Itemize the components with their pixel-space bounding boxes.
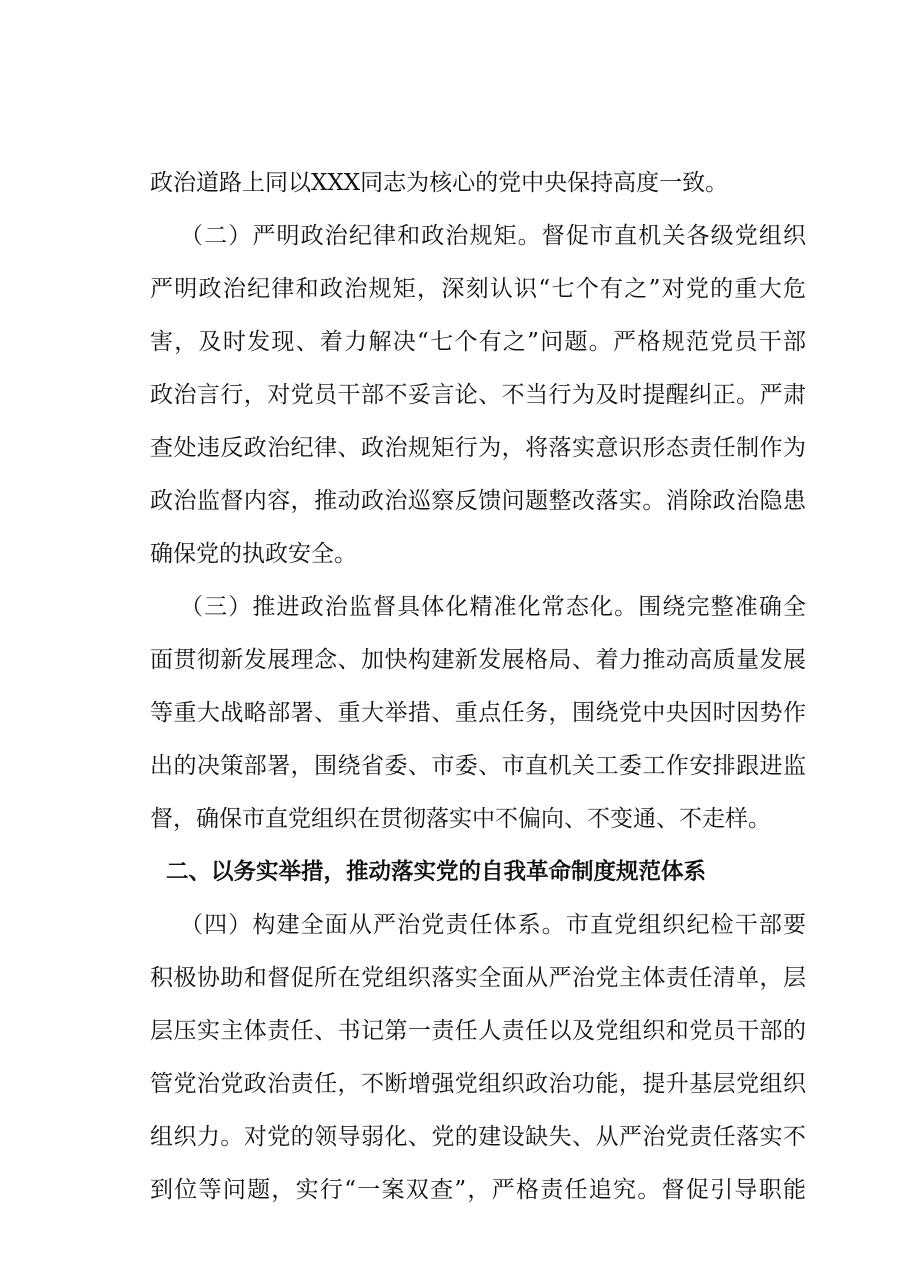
paragraph-line: 查处违反政治纪律、政治规矩行为，将落实意识形态责任制作为	[150, 435, 806, 461]
section-heading-line: （二）严明政治纪律和政治规矩。督促市直机关各级党组织	[180, 223, 806, 249]
chapter-heading: 二、以务实举措，推动落实党的自我革命制度规范体系	[166, 859, 707, 885]
paragraph-line: 到位等问题，实行“一案双查”，严格责任追究。督促引导职能	[150, 1177, 806, 1203]
paragraph-line: 督，确保市直党组织在贯彻落实中不偏向、不变通、不走样。	[150, 806, 771, 832]
paragraph-line: 严明政治纪律和政治规矩，深刻认识“七个有之”对党的重大危	[150, 276, 806, 302]
section-heading-line: （三）推进政治监督具体化精准化常态化。围绕完整准确全	[180, 594, 806, 620]
paragraph-line: 政治言行，对党员干部不妥言论、不当行为及时提醒纠正。严肃	[150, 382, 806, 408]
section-heading-line: （四）构建全面从严治党责任体系。市直党组织纪检干部要	[180, 912, 806, 938]
paragraph-line: 面贯彻新发展理念、加快构建新发展格局、着力推动高质量发展	[150, 647, 806, 673]
paragraph-line: 等重大战略部署、重大举措、重点任务，围绕党中央因时因势作	[150, 700, 806, 726]
paragraph-line: 层压实主体责任、书记第一责任人责任以及党组织和党员干部的	[150, 1018, 806, 1044]
paragraph-line: 积极协助和督促所在党组织落实全面从严治党主体责任清单，层	[150, 965, 806, 991]
paragraph-line: 政治监督内容，推动政治巡察反馈问题整改落实。消除政治隐患	[150, 488, 806, 514]
paragraph-line: 组织力。对党的领导弱化、党的建设缺失、从严治党责任落实不	[150, 1124, 806, 1150]
paragraph-line: 管党治党政治责任，不断增强党组织政治功能，提升基层党组织	[150, 1071, 806, 1097]
paragraph-line: 出的决策部署，围绕省委、市委、市直机关工委工作安排跟进监	[150, 753, 806, 779]
paragraph-line: 害，及时发现、着力解决“七个有之”问题。严格规范党员干部	[150, 329, 806, 355]
paragraph-line: 确保党的执政安全。	[150, 541, 357, 567]
paragraph-line: 政治道路上同以XXX同志为核心的党中央保持高度一致。	[150, 170, 729, 196]
